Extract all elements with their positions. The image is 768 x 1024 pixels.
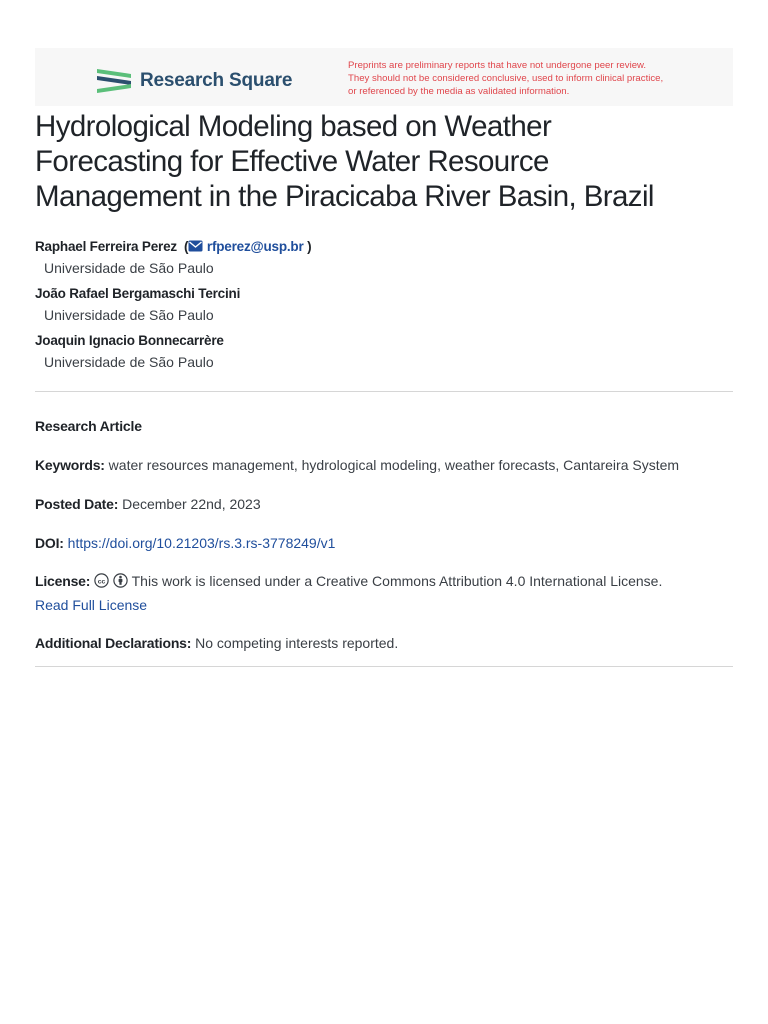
disclaimer-line: They should not be considered conclusive, used to inform clinical practice, [348,73,664,84]
author-affiliation: Universidade de São Paulo [44,260,214,276]
keywords-row [35,453,735,477]
logo-text: Research Square [140,70,293,91]
divider [35,666,733,667]
doi-label: DOI: [35,535,64,551]
keywords-label: Keywords: [35,457,105,473]
author-name-text: Raphael Ferreira Perez [35,239,177,254]
declarations-value: No competing interests reported. [195,635,399,651]
license-label: License: [35,573,91,589]
author-affiliation: Universidade de São Paulo [44,307,214,323]
license-text: This work is licensed under a Creative Commons Attribution 4.0 International License. [131,573,663,589]
article-type-label: Research Article [35,418,142,434]
envelope-icon [188,240,203,252]
declarations-label: Additional Declarations: [35,635,192,651]
paper-title [35,109,735,214]
cc-by-icon [113,573,128,588]
author-affiliation: Universidade de São Paulo [44,354,214,370]
declarations-row [35,631,735,655]
author-name: Joaquin Ignacio Bonnecarrère [35,333,224,348]
doi-link[interactable]: https://doi.org/10.21203/rs.3.rs-3778249/v1 [67,535,336,551]
posted-date-value: December 22nd, 2023 [122,496,261,512]
author-list [35,237,735,378]
read-full-license-link[interactable]: Read Full License [35,597,148,613]
preprint-banner [35,48,733,106]
preprint-disclaimer [348,59,708,98]
title-line: Forecasting for Effective Water Resource [35,145,549,178]
author-name: João Rafael Bergamaschi Tercini [35,286,241,301]
article-type [35,414,735,438]
keywords-value: water resources management, hydrological modeling, weather forecasts, Cantareira System [108,457,680,473]
author-name: Raphael Ferreira Perez ( rfperez@usp.br ) [35,239,312,254]
disclaimer-line: Preprints are preliminary reports that have not undergone peer review. [348,60,647,71]
author-email-link[interactable]: rfperez@usp.br [206,239,304,254]
svg-text:cc: cc [97,578,106,586]
cc-icon [94,573,109,588]
research-square-logo[interactable] [95,66,292,96]
posted-date-row [35,492,735,516]
title-line: Hydrological Modeling based on Weather [35,110,552,143]
license-row [35,569,735,617]
posted-date-label: Posted Date: [35,496,119,512]
title-line: Management in the Piracicaba River Basin, Brazil [35,180,654,213]
disclaimer-line: or referenced by the media as validated information. [348,86,570,97]
research-square-logo-icon [95,66,133,96]
doi-row [35,531,735,555]
divider [35,391,733,392]
